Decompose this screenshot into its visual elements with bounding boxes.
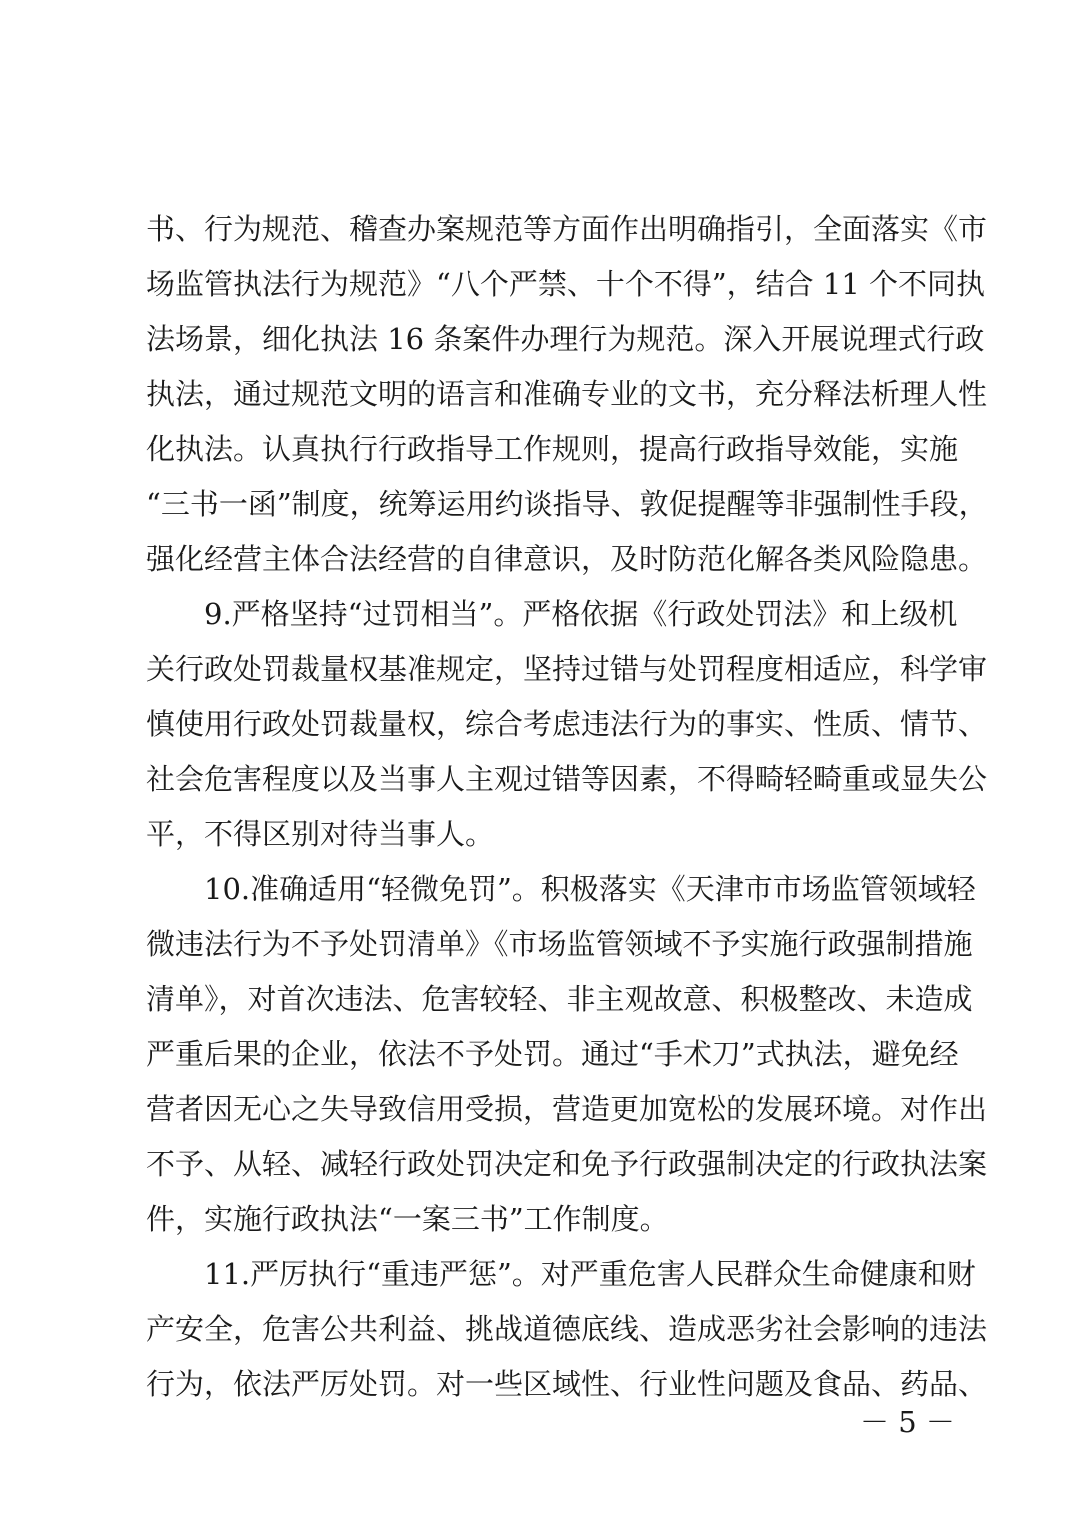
text-line: 件，实施行政执法“一案三书”工作制度。 — [146, 1202, 669, 1236]
text-line: 产安全，危害公共利益、挑战道德底线、造成恶劣社会影响的违法 — [146, 1312, 988, 1346]
text-line: 不予、从轻、减轻行政处罚决定和免予行政强制决定的行政执法案 — [146, 1147, 988, 1181]
text-line: 社会危害程度以及当事人主观过错等因素，不得畸轻畸重或显失公 — [146, 762, 988, 796]
text-line: 平，不得区别对待当事人。 — [146, 817, 495, 851]
text-line: 执法，通过规范文明的语言和准确专业的文书，充分释法析理人性 — [146, 377, 988, 411]
text-line: 严重后果的企业，依法不予处罚。通过“手术刀”式执法，避免经 — [146, 1037, 959, 1071]
document-body — [146, 202, 988, 1412]
text-line: 场监管执法行为规范》“八个严禁、十个不得”，结合 11 个不同执 — [146, 267, 985, 301]
text-line: 9.严格坚持“过罚相当”。严格依据《行政处罚法》和上级机 — [204, 597, 958, 631]
text-line: 化执法。认真执行行政指导工作规则，提高行政指导效能，实施 — [146, 432, 959, 466]
text-line: 强化经营主体合法经营的自律意识，及时防范化解各类风险隐患。 — [146, 542, 988, 576]
text-line: 行为，依法严厉处罚。对一些区域性、行业性问题及食品、药品、 — [146, 1367, 988, 1401]
paragraph — [146, 587, 988, 862]
text-line: 慎使用行政处罚裁量权，综合考虑违法行为的事实、性质、情节、 — [146, 707, 988, 741]
text-line: 法场景，细化执法 16 条案件办理行为规范。深入开展说理式行政 — [146, 322, 985, 356]
text-line: 清单》，对首次违法、危害较轻、非主观故意、积极整改、未造成 — [146, 982, 973, 1016]
paragraph — [146, 202, 988, 587]
text-line: 书、行为规范、稽查办案规范等方面作出明确指引，全面落实《市 — [146, 212, 988, 246]
paragraph — [146, 862, 988, 1247]
paragraph — [146, 1247, 988, 1412]
text-line: 关行政处罚裁量权基准规定，坚持过错与处罚程度相适应，科学审 — [146, 652, 988, 686]
text-line: 营者因无心之失导致信用受损，营造更加宽松的发展环境。对作出 — [146, 1092, 988, 1126]
text-line: 10.准确适用“轻微免罚”。积极落实《天津市市场监管领域轻 — [204, 872, 976, 906]
text-line: 微违法行为不予处罚清单》《市场监管领域不予实施行政强制措施 — [146, 927, 973, 961]
text-line: “三书一函”制度，统筹运用约谈指导、敦促提醒等非强制性手段， — [146, 487, 988, 521]
text-line: 11.严厉执行“重违严惩”。对严重危害人民群众生命健康和财 — [204, 1257, 976, 1291]
page-number: － 5 － — [860, 1405, 955, 1439]
